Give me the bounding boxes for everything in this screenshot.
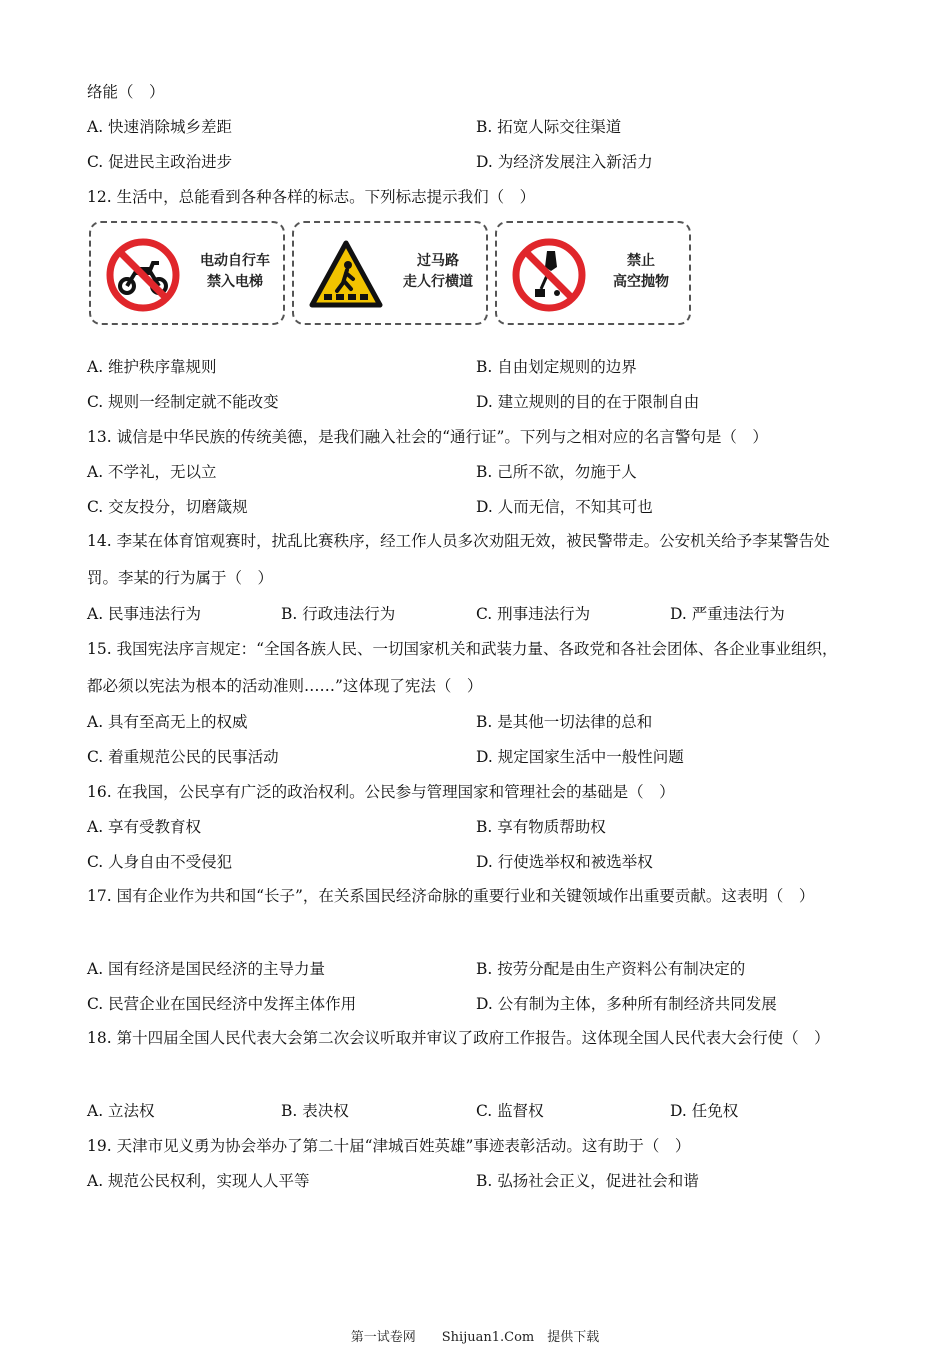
q15-option-d: D. 规定国家生活中一般性问题 <box>476 748 684 766</box>
no-ebike-icon <box>105 237 181 313</box>
sign-pedestrian-crossing <box>292 221 488 325</box>
q16-option-c: C. 人身自由不受侵犯 <box>87 853 233 871</box>
sign-2-line1: 过马路 <box>417 253 459 269</box>
q17-option-d: D. 公有制为主体，多种所有制经济共同发展 <box>476 995 777 1013</box>
q12-stem: 12. 生活中，总能看到各种各样的标志。下列标志提示我们（ ） <box>87 188 536 206</box>
q14-option-b: B. 行政违法行为 <box>281 605 396 623</box>
q11-option-a: A. 快速消除城乡差距 <box>87 118 233 136</box>
q16-stem: 16. 在我国，公民享有广泛的政治权利。公民参与管理国家和管理社会的基础是（ ） <box>87 783 675 801</box>
q14-stem: 14. 李某在体育馆观赛时，扰乱比赛秩序，经工作人员多次劝阻无效，被民警带走。公安机关给予李某警告处罚。李某的行为属于（ ） <box>87 532 830 587</box>
q17-stem: 17. 国有企业作为共和国“长子”，在关系国民经济命脉的重要行业和关键领域作出重要贡献。这表明（ ） <box>87 887 815 905</box>
pedestrian-crossing-icon <box>308 237 384 313</box>
q16-option-a: A. 享有受教育权 <box>87 818 202 836</box>
q18-stem: 18. 第十四届全国人民代表大会第二次会议听取并审议了政府工作报告。这体现全国人民代表大会行使（ ） <box>87 1029 830 1047</box>
sign-no-throwing <box>495 221 691 325</box>
sign-1-line2: 禁入电梯 <box>207 274 263 290</box>
q18-option-c: C. 监督权 <box>476 1102 544 1120</box>
q11-stem-tail: 络能（ ） <box>87 83 165 101</box>
q17-option-b: B. 按劳分配是由生产资料公有制决定的 <box>476 960 746 978</box>
q14-option-c: C. 刑事违法行为 <box>476 605 591 623</box>
q14-option-a: A. 民事违法行为 <box>87 605 202 623</box>
q13-option-a: A. 不学礼，无以立 <box>87 463 217 481</box>
no-throwing-icon <box>511 237 587 313</box>
q15-option-c: C. 着重规范公民的民事活动 <box>87 748 279 766</box>
q16-option-d: D. 行使选举权和被选举权 <box>476 853 653 871</box>
q18-option-a: A. 立法权 <box>87 1102 155 1120</box>
sign-3-text <box>593 251 689 293</box>
q12-option-b: B. 自由划定规则的边界 <box>476 358 637 376</box>
sign-3-line2: 高空抛物 <box>613 274 669 290</box>
q17-option-a: A. 国有经济是国民经济的主导力量 <box>87 960 326 978</box>
q12-option-a: A. 维护秩序靠规则 <box>87 358 217 376</box>
sign-1-line1: 电动自行车 <box>200 253 270 269</box>
q14-option-d: D. 严重违法行为 <box>670 605 785 623</box>
q15-option-a: A. 具有至高无上的权威 <box>87 713 248 731</box>
q12-signs-panel <box>87 218 697 330</box>
q18-option-b: B. 表决权 <box>281 1102 349 1120</box>
q19-stem: 19. 天津市见义勇为协会举办了第二十届“津城百姓英雄”事迹表彰活动。这有助于（ ） <box>87 1137 691 1155</box>
q16-option-b: B. 享有物质帮助权 <box>476 818 606 836</box>
q18-option-d: D. 任免权 <box>670 1102 739 1120</box>
sign-3-line1: 禁止 <box>627 253 655 269</box>
q13-option-d: D. 人而无信，不知其可也 <box>476 498 653 516</box>
sign-1-text <box>187 251 283 293</box>
q15-option-b: B. 是其他一切法律的总和 <box>476 713 653 731</box>
q11-option-d: D. 为经济发展注入新活力 <box>476 153 653 171</box>
q12-option-c: C. 规则一经制定就不能改变 <box>87 393 279 411</box>
page-footer: 第一试卷网 Shijuan1.Com 提供下载 <box>350 1330 600 1345</box>
sign-2-text <box>390 251 486 293</box>
sign-2-line2: 走人行横道 <box>403 274 473 290</box>
q11-option-c: C. 促进民主政治进步 <box>87 153 233 171</box>
q13-stem: 13. 诚信是中华民族的传统美德，是我们融入社会的“通行证”。下列与之相对应的名言警句是（ ） <box>87 428 768 446</box>
q11-option-b: B. 拓宽人际交往渠道 <box>476 118 622 136</box>
q13-option-b: B. 己所不欲，勿施于人 <box>476 463 637 481</box>
q19-option-b: B. 弘扬社会正义，促进社会和谐 <box>476 1172 699 1190</box>
q12-option-d: D. 建立规则的目的在于限制自由 <box>476 393 700 411</box>
q17-option-c: C. 民营企业在国民经济中发挥主体作用 <box>87 995 357 1013</box>
q13-option-c: C. 交友投分，切磨箴规 <box>87 498 248 516</box>
sign-no-ebike-elevator <box>89 221 285 325</box>
q15-stem: 15. 我国宪法序言规定：“全国各族人民、一切国家机关和武装力量、各政党和各社会团体、各企业事业组织，都必须以宪法为根本的活动准则……”这体现了宪法（ ） <box>87 640 838 695</box>
q19-option-a: A. 规范公民权利，实现人人平等 <box>87 1172 310 1190</box>
